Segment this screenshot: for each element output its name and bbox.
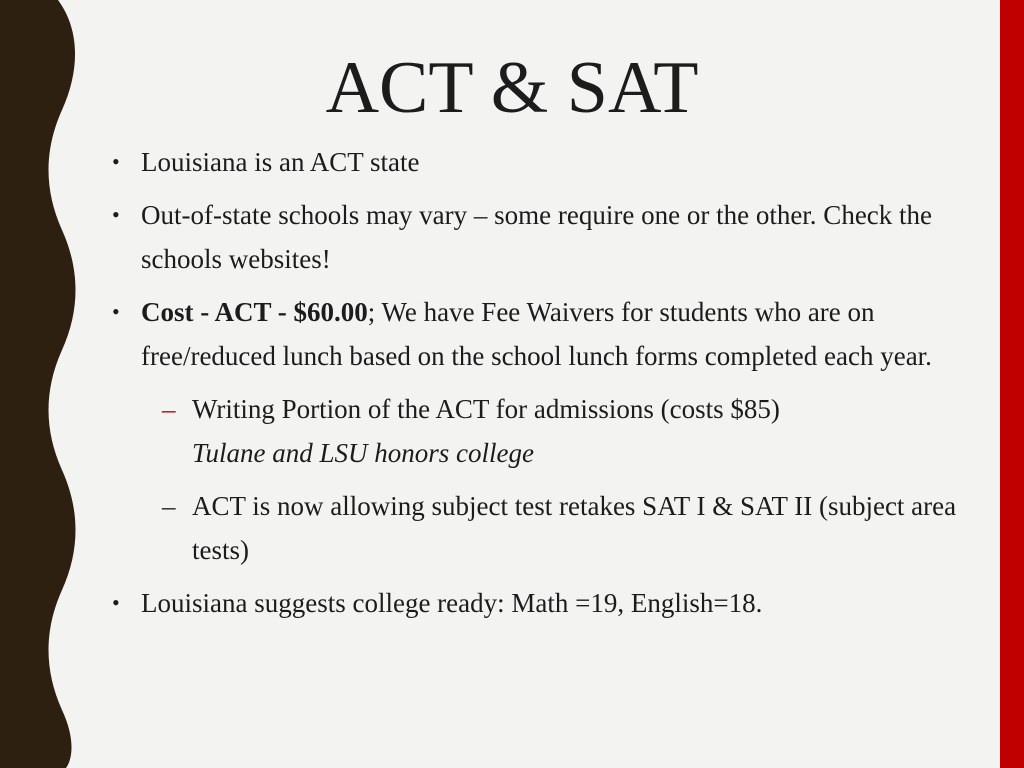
bullet-item (112, 140, 962, 184)
sub-bullet-item (112, 387, 962, 475)
bullet-item (112, 193, 962, 281)
sub-bullet-text: Writing Portion of the ACT for admissions (costs $85) (192, 394, 780, 424)
slide-title: ACT & SAT (325, 47, 699, 129)
bullet-item (112, 290, 962, 378)
bullet-text: ; We have Fee Waivers for students who are on free/reduced lunch based on the school lunch forms completed each year. (141, 297, 932, 371)
bullet-text: Louisiana is an ACT state (141, 147, 420, 177)
sub-bullet-text: ACT is now allowing subject test retakes SAT I & SAT II (subject area tests) (192, 491, 957, 565)
bullet-marker: • (112, 590, 120, 615)
bullet-marker: • (112, 149, 120, 174)
sub-bullet-item (112, 484, 962, 572)
bullet-text: Louisiana suggests college ready: Math =19, English=18. (141, 588, 763, 618)
dash-marker: – (162, 394, 176, 424)
dash-marker: – (162, 491, 176, 521)
bullet-item (112, 581, 962, 625)
sub-bullet-note: Tulane and LSU honors college (192, 438, 534, 468)
bullet-marker: • (112, 202, 120, 227)
bullet-list (112, 140, 962, 634)
bullet-text: Out-of-state schools may vary – some require one or the other. Check the schools websites! (141, 200, 933, 274)
bullet-marker: • (112, 299, 120, 324)
cost-label: Cost - ACT - $60.00 (141, 297, 368, 327)
